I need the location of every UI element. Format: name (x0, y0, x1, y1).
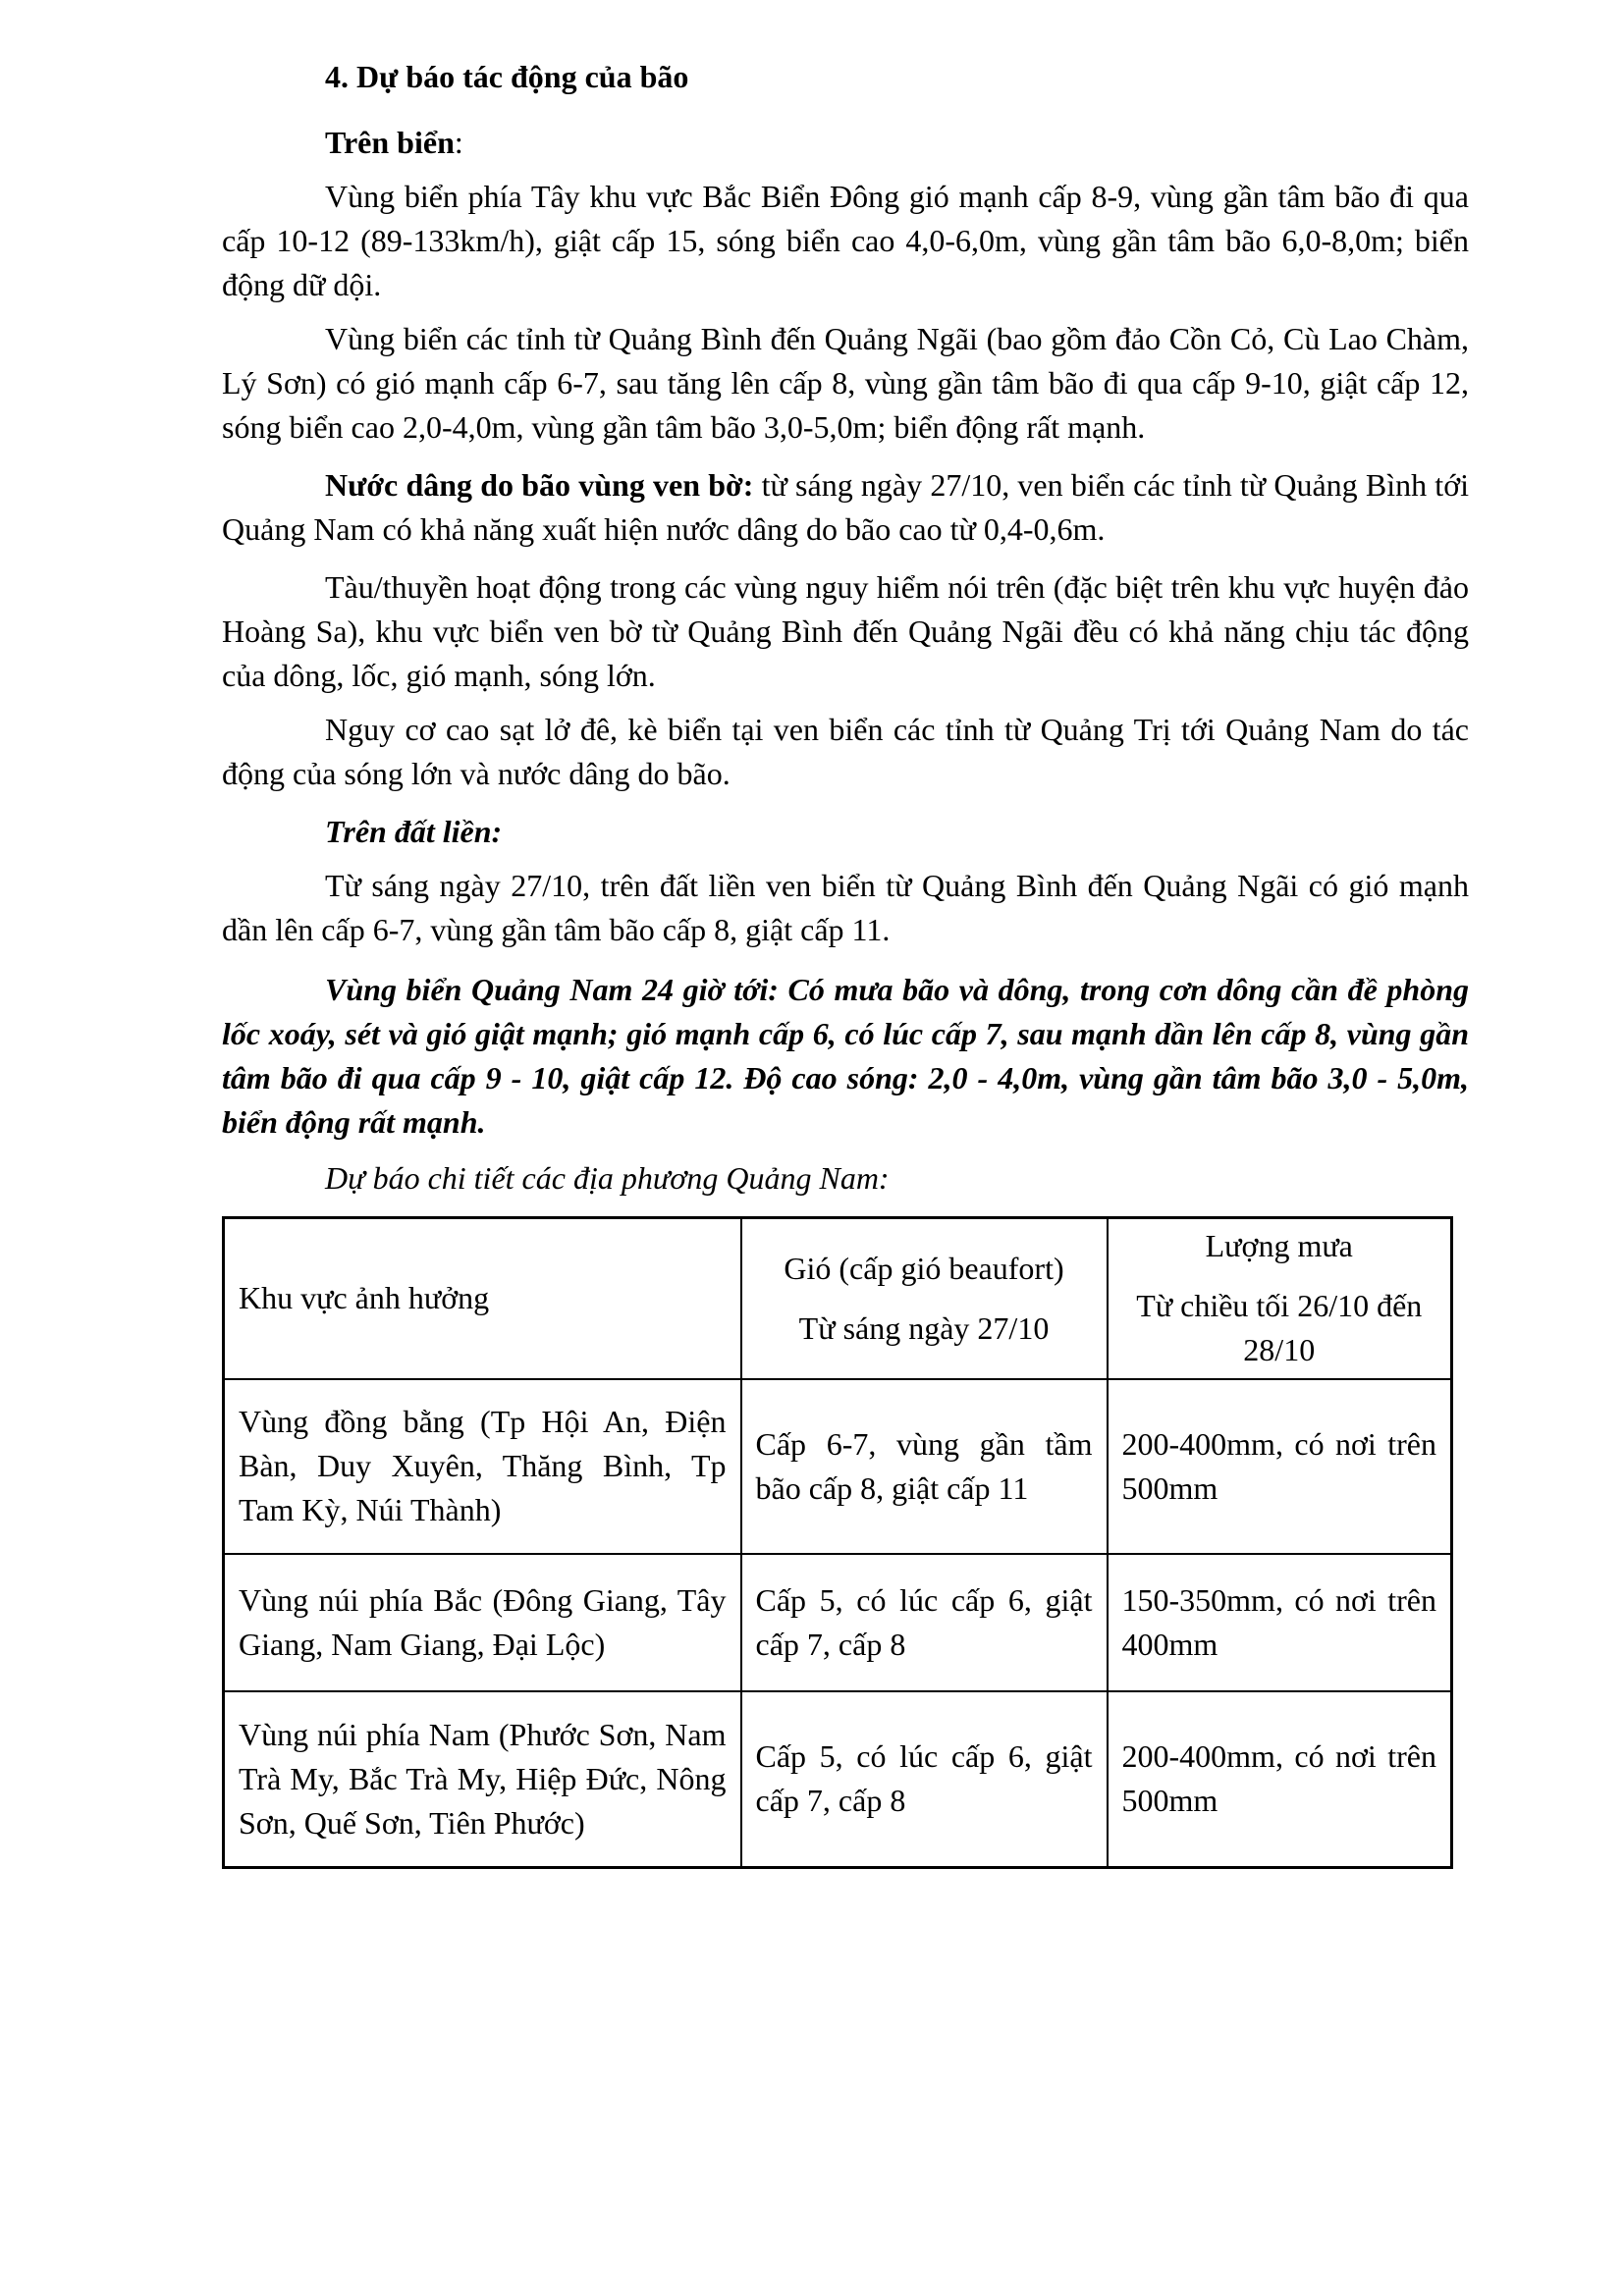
paragraph-quangnam-24h: Vùng biển Quảng Nam 24 giờ tới: Có mưa bão và dông, trong cơn dông cần đề phòng lốc xoáy, sét và gió giật mạnh; gió mạnh cấp 6, có lúc cấp 7, sau mạnh dần lên cấp 8, vùng gần tâm bão đi qua cấp 9 - 10, giật cấp 12. Độ cao sóng: 2,0 - 4,0m, vùng gần tâm bão 3,0 - 5,0m, biển động rất mạnh. (222, 972, 1469, 1140)
header-cell-rain (1108, 1218, 1452, 1379)
header-wind-line2: Từ sáng ngày 27/10 (798, 1309, 1050, 1346)
paragraph-sea-2: Vùng biển các tỉnh từ Quảng Bình đến Quảng Ngãi (bao gồm đảo Cồn Cỏ, Cù Lao Chàm, Lý Sơn) có gió mạnh cấp 6-7, sau tăng lên cấp 8, vùng gần tâm bão đi qua cấp 9-10, giật cấp 12, sóng biển cao 2,0-4,0m, vùng gần tâm bão 3,0-5,0m; biển động rất mạnh. (222, 321, 1469, 445)
paragraph-erosion: Nguy cơ cao sạt lở đê, kè biển tại ven biển các tỉnh từ Quảng Trị tới Quảng Nam do tác động của sóng lớn và nước dâng do bão. (222, 712, 1469, 791)
table-row (224, 1554, 1452, 1691)
storm-surge-text: từ sáng ngày 27/10, ven biển các tỉnh từ Quảng Bình tới Quảng Nam có khả năng xuất hiện nước dâng do bão cao từ 0,4-0,6m. (222, 467, 1469, 547)
header-cell-region: Khu vực ảnh hưởng (224, 1218, 741, 1379)
subheading-on-land: Trên đất liền: (325, 814, 503, 849)
cell-region: Vùng núi phía Nam (Phước Sơn, Nam Trà My, Bắc Trà My, Hiệp Đức, Nông Sơn, Quế Sơn, Tiên Phước) (224, 1691, 741, 1868)
paragraph-boats: Tàu/thuyền hoạt động trong các vùng nguy hiểm nói trên (đặc biệt trên khu vực huyện đảo Hoàng Sa), khu vực biển ven bờ từ Quảng Bình đến Quảng Ngãi đều có khả năng chịu tác động của dông, lốc, gió mạnh, sóng lớn. (222, 569, 1469, 693)
cell-region: Vùng núi phía Bắc (Đông Giang, Tây Giang, Nam Giang, Đại Lộc) (224, 1554, 741, 1691)
paragraph-land: Từ sáng ngày 27/10, trên đất liền ven biển từ Quảng Bình đến Quảng Ngãi có gió mạnh dần lên cấp 6-7, vùng gần tâm bão cấp 8, giật cấp 11. (222, 868, 1469, 947)
section-heading: 4. Dự báo tác động của bão (325, 59, 689, 94)
table-row (224, 1379, 1452, 1554)
cell-rain: 200-400mm, có nơi trên 500mm (1108, 1691, 1452, 1868)
subheading-on-sea-colon: : (454, 125, 463, 160)
cell-wind: Cấp 6-7, vùng gần tầm bão cấp 8, giật cấp 11 (741, 1379, 1108, 1554)
cell-wind: Cấp 5, có lúc cấp 6, giật cấp 7, cấp 8 (741, 1691, 1108, 1868)
table-header-row (224, 1218, 1452, 1379)
header-cell-wind (741, 1218, 1108, 1379)
storm-surge-lead: Nước dâng do bão vùng ven bờ: (325, 467, 754, 503)
forecast-table (222, 1216, 1453, 1869)
cell-rain: 150-350mm, có nơi trên 400mm (1108, 1554, 1452, 1691)
header-rain-line1: Lượng mưa (1205, 1228, 1353, 1264)
table-caption: Dự báo chi tiết các địa phương Quảng Nam: (325, 1160, 890, 1196)
header-rain-line2: Từ chiều tối 26/10 đến 28/10 (1136, 1288, 1423, 1368)
cell-wind: Cấp 5, có lúc cấp 6, giật cấp 7, cấp 8 (741, 1554, 1108, 1691)
paragraph-storm-surge (222, 463, 1469, 552)
cell-region: Vùng đồng bằng (Tp Hội An, Điện Bàn, Duy Xuyên, Thăng Bình, Tp Tam Kỳ, Núi Thành) (224, 1379, 741, 1554)
subheading-on-sea (222, 121, 1469, 165)
table-row (224, 1691, 1452, 1868)
paragraph-sea-1: Vùng biển phía Tây khu vực Bắc Biển Đông gió mạnh cấp 8-9, vùng gần tâm bão đi qua cấp 10-12 (89-133km/h), giật cấp 15, sóng biển cao 4,0-6,0m, vùng gần tâm bão 6,0-8,0m; biển động dữ dội. (222, 179, 1469, 302)
subheading-on-sea-text: Trên biển (325, 125, 455, 160)
header-wind-line1: Gió (cấp gió beaufort) (784, 1250, 1064, 1286)
cell-rain: 200-400mm, có nơi trên 500mm (1108, 1379, 1452, 1554)
